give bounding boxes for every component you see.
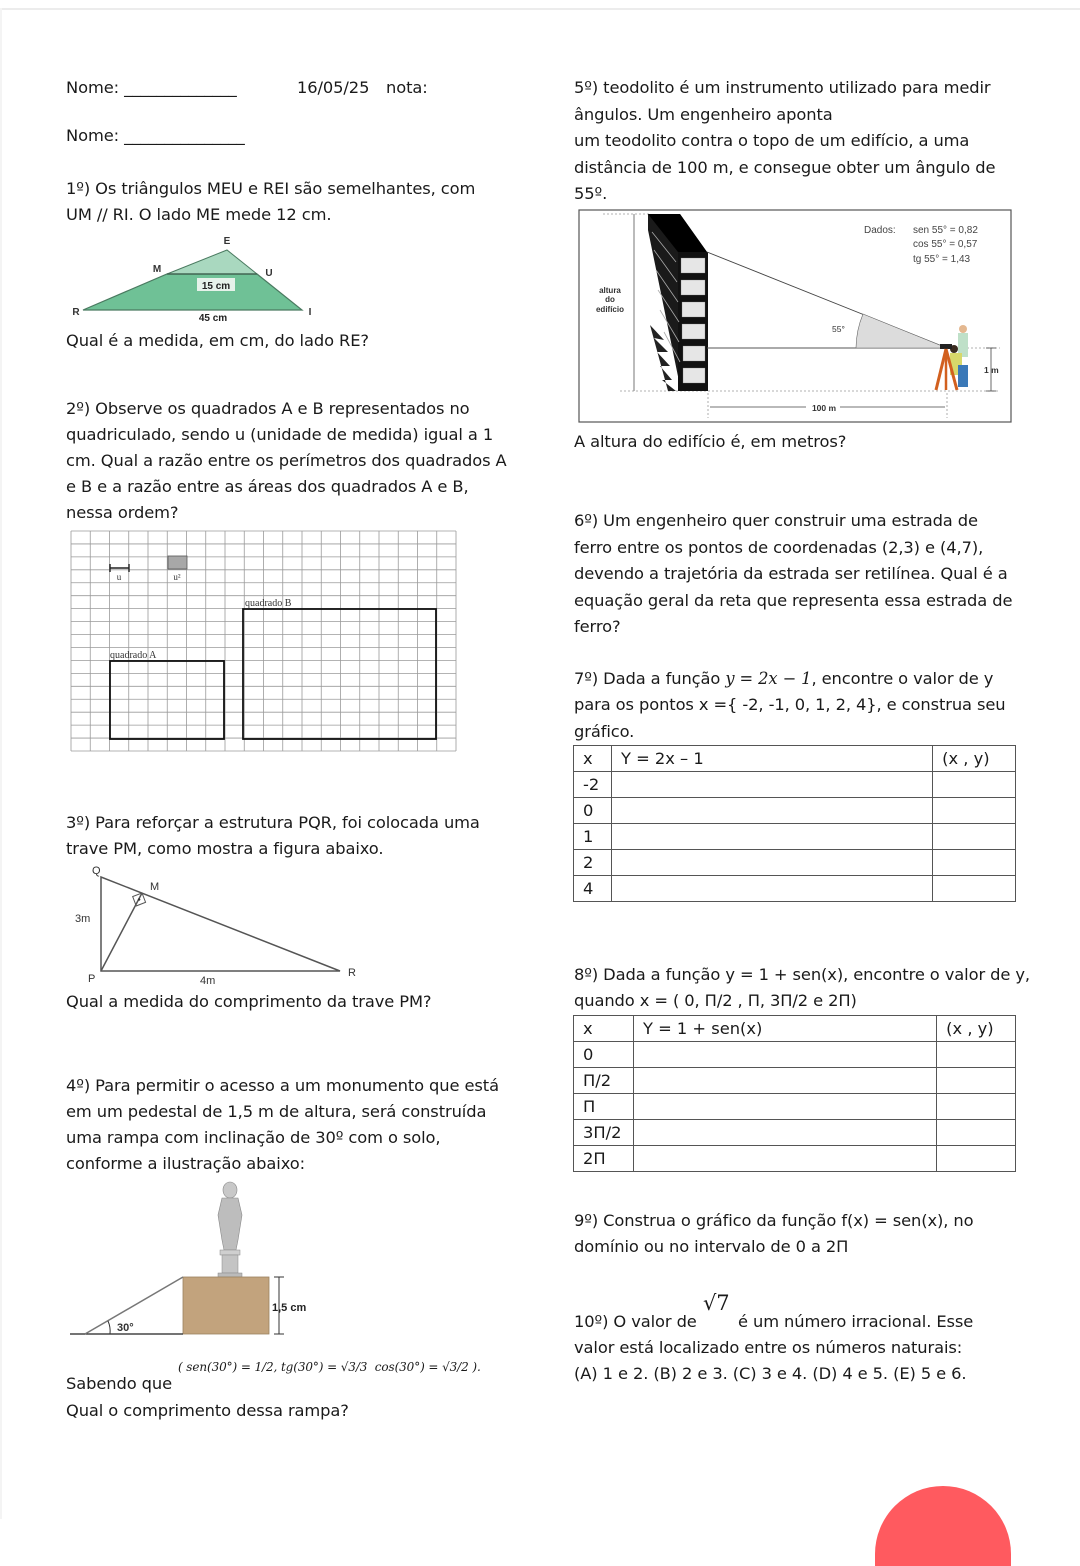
q1-label-e: E [223, 236, 231, 247]
exam-date: 16/05/25 [297, 78, 370, 97]
q7-cell-xy[interactable] [933, 824, 1016, 850]
q3-pq-length: 3m [75, 913, 91, 925]
table-row [574, 1146, 1016, 1172]
q5-given-tg: tg 55° = 1,43 [913, 254, 971, 265]
student-name-field-1: Nome: ______________ [66, 78, 237, 97]
table-row [574, 1042, 1016, 1068]
q10-radical: √7 [703, 1291, 730, 1315]
q5-given-cos: cos 55° = 0,57 [913, 239, 978, 250]
q5-question: A altura do edifício é, em metros? [574, 432, 847, 451]
q8-cell-y[interactable] [633, 1068, 936, 1094]
q3-pr-length: 4m [200, 975, 216, 985]
table-header-row [574, 746, 1016, 772]
q7-cell-xy[interactable] [933, 850, 1016, 876]
q4-question: Qual o comprimento dessa rampa? [66, 1401, 349, 1420]
q4-text-line1: 4º) Para permitir o acesso a um monumento que está [66, 1076, 499, 1095]
grade-label: nota: [386, 78, 428, 97]
q3-question: Qual a medida do comprimento da trave PM? [66, 992, 432, 1011]
q7-table [573, 745, 1016, 902]
q6-text-line3: devendo a trajetória da estrada ser retilínea. Qual é a [574, 564, 1008, 583]
q8-text-line1: 8º) Dada a função y = 1 + sen(x), encontre o valor de y, [574, 965, 1030, 984]
q8-cell-xy[interactable] [937, 1146, 1016, 1172]
q7-cell-x: 2 [574, 850, 612, 876]
q5-given-label: Dados: [864, 225, 896, 236]
q3-text-line2: trave PM, como mostra a figura abaixo. [66, 839, 384, 858]
q10-options[interactable]: (A) 1 e 2. (B) 2 e 3. (C) 3 e 4. (D) 4 e 5. (E) 5 e 6. [574, 1364, 967, 1383]
table-row [574, 772, 1016, 798]
q10-text-line2: valor está localizado entre os números naturais: [574, 1338, 963, 1357]
q3-triangle-figure [60, 860, 380, 985]
q8-cell-x: 3Π/2 [574, 1120, 634, 1146]
q7-cell-x: 0 [574, 798, 612, 824]
q7-text-line1 [574, 666, 993, 692]
q7-cell-xy[interactable] [933, 798, 1016, 824]
q2-text-line1: 2º) Observe os quadrados A e B representados no [66, 399, 470, 418]
q10-text-suffix: é um número irracional. Esse [738, 1312, 974, 1331]
red-circle-decoration [875, 1486, 1011, 1566]
q1-text-line1: 1º) Os triângulos MEU e REI são semelhantes, com [66, 179, 476, 198]
q8-cell-y[interactable] [633, 1146, 936, 1172]
q7-cell-y[interactable] [611, 876, 932, 902]
q7-cell-xy[interactable] [933, 876, 1016, 902]
q1-text-line2: UM // RI. O lado ME mede 12 cm. [66, 205, 332, 224]
q4-angle-label: 30° [117, 1322, 134, 1334]
page-top-border [0, 8, 1080, 10]
q1-ri-length: 45 cm [198, 313, 228, 324]
q8-cell-x: Π/2 [574, 1068, 634, 1094]
q4-given-prefix: Sabendo que [66, 1374, 173, 1393]
q6-text-line1: 6º) Um engenheiro quer construir uma estrada de [574, 511, 978, 530]
q9-text-line1: 9º) Construa o gráfico da função f(x) = sen(x), no [574, 1211, 974, 1230]
q5-given-sen: sen 55° = 0,82 [913, 225, 978, 236]
q3-label-r: R [348, 967, 356, 979]
q8-cell-y[interactable] [633, 1042, 936, 1068]
q3-text-line1: 3º) Para reforçar a estrutura PQR, foi colocada uma [66, 813, 480, 832]
q2-text-line4: e B e a razão entre as áreas dos quadrados A e B, [66, 477, 469, 496]
q6-text-line5: ferro? [574, 617, 621, 636]
q8-header-x: x [574, 1016, 634, 1042]
q4-height-label: 1,5 cm [272, 1302, 307, 1314]
q1-triangle-figure [60, 225, 330, 330]
q2-unit-label: u [116, 572, 122, 582]
q7-header-x: x [574, 746, 612, 772]
q1-label-m: M [152, 264, 162, 275]
table-row [574, 1068, 1016, 1094]
q2-text-line3: cm. Qual a razão entre os perímetros dos quadrados A [66, 451, 507, 470]
q4-formula-tg: , tg(30°) = √3/3 [273, 1360, 368, 1374]
table-row [574, 876, 1016, 902]
q7-text-line3: gráfico. [574, 722, 635, 741]
pedestal [183, 1277, 269, 1334]
q5-height-label-1: altura [599, 286, 621, 295]
q7-cell-xy[interactable] [933, 772, 1016, 798]
q8-cell-x: Π [574, 1094, 634, 1120]
q1-label-r: R [72, 307, 80, 318]
q2-square-b-label: quadrado B [245, 598, 292, 609]
q3-label-m: M [150, 881, 160, 893]
q6-text-line4: equação geral da reta que representa essa estrada de [574, 591, 1013, 610]
q2-text-line2: quadriculado, sendo u (unidade de medida) igual a 1 [66, 425, 494, 444]
student-name-field-2: Nome: _______________ [66, 126, 245, 145]
q8-text-line2: quando x = ( 0, Π/2 , Π, 3Π/2 e 2Π) [574, 991, 857, 1010]
q3-label-q: Q [92, 865, 101, 877]
q7-cell-x: 1 [574, 824, 612, 850]
q1-label-u: U [265, 268, 273, 279]
q5-text-line2: ângulos. Um engenheiro aponta [574, 105, 833, 124]
table-row [574, 850, 1016, 876]
q2-grid-figure [70, 530, 460, 755]
q7-cell-x: -2 [574, 772, 612, 798]
q8-header-xy: (x , y) [937, 1016, 1016, 1042]
q4-formula-sen: ( sen(30°) = 1/2 [178, 1360, 274, 1374]
statue-icon [218, 1182, 242, 1277]
q7-cell-y[interactable] [611, 798, 932, 824]
q7-header-y: Y = 2x – 1 [611, 746, 932, 772]
q5-distance-label: 100 m [811, 403, 837, 413]
q6-text-line2: ferro entre os pontos de coordenadas (2,3) e (4,7), [574, 538, 984, 557]
q5-theodolite-figure [578, 209, 1012, 423]
q4-given-formula [178, 1354, 481, 1380]
q4-ramp-figure [60, 1175, 340, 1340]
q7-cell-y[interactable] [611, 772, 932, 798]
q8-cell-y[interactable] [633, 1094, 936, 1120]
q7-header-xy: (x , y) [933, 746, 1016, 772]
q1-label-i: I [308, 307, 312, 318]
q8-cell-xy[interactable] [937, 1120, 1016, 1146]
q5-text-line4: distância de 100 m, e consegue obter um ângulo de [574, 158, 996, 177]
q7-cell-x: 4 [574, 876, 612, 902]
q5-instrument-height-label: 1 m [984, 365, 999, 375]
q5-height-label-2: do [605, 295, 615, 304]
q5-text-line1: 5º) teodolito é um instrumento utilizado para medir [574, 78, 991, 97]
q4-text-line2: em um pedestal de 1,5 m de altura, será construída [66, 1102, 487, 1121]
q2-square-b [243, 609, 436, 739]
q10-text-prefix: 10º) O valor de [574, 1312, 697, 1331]
q8-cell-y[interactable] [633, 1120, 936, 1146]
q4-text-line4: conforme a ilustração abaixo: [66, 1154, 305, 1173]
q3-label-p: P [88, 973, 96, 985]
table-header-row [574, 1016, 1016, 1042]
q9-text-line2: domínio ou no intervalo de 0 a 2Π [574, 1237, 849, 1256]
q7-function: y = 2x − 1 [725, 669, 812, 688]
q2-area-unit-label: u² [173, 572, 181, 582]
q7-prefix: 7º) Dada a função [574, 669, 726, 688]
q5-text-line3: um teodolito contra o topo de um edifício, a uma [574, 131, 970, 150]
q7-text-line2: para os pontos x ={ -2, -1, 0, 1, 2, 4}, e construa seu [574, 695, 1006, 714]
q8-cell-x: 0 [574, 1042, 634, 1068]
q7-cell-y[interactable] [611, 824, 932, 850]
q8-table [573, 1015, 1016, 1172]
q4-formula-cos: cos(30°) = √3/2 ). [374, 1360, 481, 1374]
table-row [574, 824, 1016, 850]
q8-cell-xy[interactable] [937, 1042, 1016, 1068]
table-row [574, 1120, 1016, 1146]
q8-cell-xy[interactable] [937, 1068, 1016, 1094]
q5-angle-label: 55° [832, 324, 845, 334]
q8-header-y: Y = 1 + sen(x) [633, 1016, 936, 1042]
page-left-border [0, 8, 2, 1519]
q2-square-a-label: quadrado A [110, 650, 157, 661]
q1-mu-length: 15 cm [201, 281, 231, 292]
q8-cell-xy[interactable] [937, 1094, 1016, 1120]
q8-cell-x: 2Π [574, 1146, 634, 1172]
q5-height-label-3: edifício [595, 305, 625, 314]
q7-cell-y[interactable] [611, 850, 932, 876]
q5-text-line5: 55º. [574, 184, 608, 203]
q7-suffix: , encontre o valor de y [811, 669, 994, 688]
q1-question: Qual é a medida, em cm, do lado RE? [66, 331, 369, 350]
table-row [574, 798, 1016, 824]
q2-text-line5: nessa ordem? [66, 503, 179, 522]
q4-text-line3: uma rampa com inclinação de 30º com o solo, [66, 1128, 441, 1147]
table-row [574, 1094, 1016, 1120]
